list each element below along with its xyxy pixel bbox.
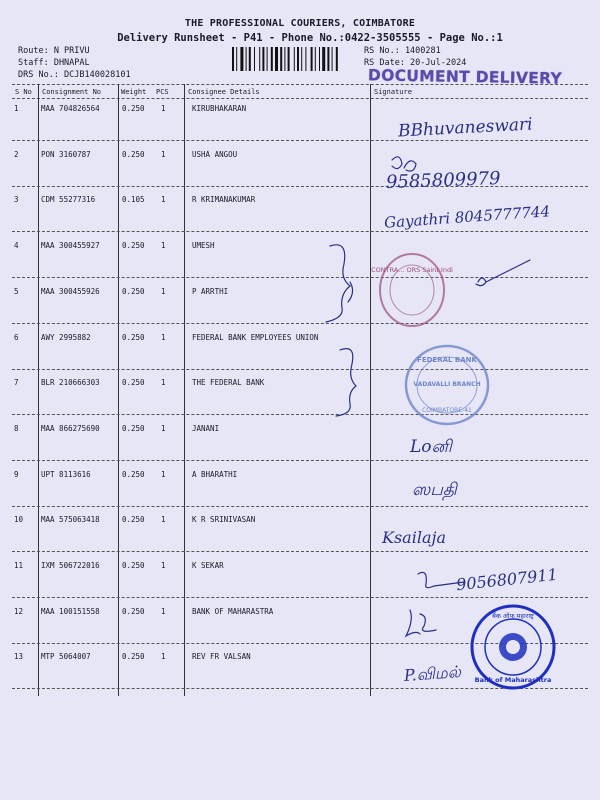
row-consignee: THE FEDERAL BANK bbox=[192, 378, 265, 388]
row-sno: 3 bbox=[14, 195, 19, 205]
row-consignment-no: AWY 2995882 bbox=[41, 332, 91, 342]
signature-row-8: Loனி bbox=[410, 437, 452, 457]
row-weight: 0.105 bbox=[122, 195, 145, 205]
row-consignment-no: IXM 506722016 bbox=[41, 561, 100, 570]
row-sno: 5 bbox=[14, 286, 19, 296]
col-header-sno: S No bbox=[15, 88, 32, 96]
federal-bank-stamp-branch: VADAVALLI BRANCH bbox=[413, 381, 481, 388]
row-pcs: 1 bbox=[161, 332, 166, 342]
row-consignment-no: MAA 100151558 bbox=[41, 606, 100, 616]
row-weight: 0.250 bbox=[122, 423, 145, 433]
signature-bracket bbox=[326, 245, 350, 322]
row-sno: 8 bbox=[14, 423, 19, 433]
staff-label: Staff: DHNAPAL bbox=[18, 58, 90, 68]
signature-scribble bbox=[476, 260, 530, 286]
federal-bank-stamp-top: FEDERAL BANK bbox=[417, 356, 477, 364]
signature-scribble bbox=[418, 572, 464, 587]
row-consignee: BANK OF MAHARASTRA bbox=[192, 606, 274, 616]
row-consignment-no: MAA 866275690 bbox=[41, 423, 100, 433]
route-label: Route: N PRIVU bbox=[18, 46, 90, 56]
signature-row-3: Gayathri 8045777744 bbox=[383, 202, 551, 232]
company-title: THE PROFESSIONAL COURIERS, COIMBATORE bbox=[184, 18, 416, 29]
col-header-weight: Weight bbox=[121, 88, 147, 96]
row-pcs: 1 bbox=[161, 378, 166, 388]
row-sno: 10 bbox=[14, 515, 24, 525]
row-sno: 1 bbox=[14, 104, 19, 113]
rs-date: RS Date: 20-Jul-2024 bbox=[364, 58, 467, 68]
row-pcs: 1 bbox=[161, 561, 166, 570]
row-weight: 0.250 bbox=[122, 378, 145, 388]
row-sno: 4 bbox=[14, 241, 19, 251]
row-consignment-no: PON 3160787 bbox=[41, 149, 91, 159]
row-consignee: FEDERAL BANK EMPLOYEES UNION bbox=[192, 332, 319, 342]
federal-bank-stamp bbox=[404, 344, 490, 426]
row-consignee: P ARRTHI bbox=[192, 286, 229, 296]
row-consignment-no: MAA 300455926 bbox=[41, 286, 100, 296]
row-consignee: K SEKAR bbox=[192, 561, 224, 570]
row-consignee: K R SRINIVASAN bbox=[192, 515, 256, 525]
rs-number: RS No.: 1400281 bbox=[364, 46, 441, 56]
row-weight: 0.250 bbox=[122, 606, 145, 616]
row-pcs: 1 bbox=[161, 423, 166, 433]
row-weight: 0.250 bbox=[122, 241, 145, 251]
row-weight: 0.250 bbox=[122, 469, 145, 479]
row-consignee: R KRIMANAKUMAR bbox=[192, 195, 256, 205]
document-delivery-stamp: DOCUMENT DELIVERY bbox=[367, 66, 563, 88]
row-weight: 0.250 bbox=[122, 286, 145, 296]
row-pcs: 1 bbox=[161, 241, 166, 251]
row-consignment-no: BLR 210666303 bbox=[41, 378, 100, 388]
row-consignee: USHA ANGOU bbox=[192, 149, 238, 159]
col-header-signature: Signature bbox=[374, 88, 412, 96]
row-pcs: 1 bbox=[161, 652, 166, 662]
row-consignment-no: UPT 8113616 bbox=[41, 469, 91, 479]
signature-row-2: 9585809979 bbox=[385, 168, 501, 193]
row-consignment-no: MTP 5064007 bbox=[41, 652, 91, 662]
row-sno: 12 bbox=[14, 606, 24, 616]
row-weight: 0.250 bbox=[122, 332, 145, 342]
row-weight: 0.250 bbox=[122, 561, 145, 570]
row-sno: 7 bbox=[14, 378, 19, 388]
row-consignee: REV FR VALSAN bbox=[192, 652, 251, 662]
row-consignment-no: MAA 300455927 bbox=[41, 241, 100, 251]
row-sno: 9 bbox=[14, 469, 19, 479]
signature-row-13: P.விமல் bbox=[403, 662, 462, 685]
row-pcs: 1 bbox=[161, 606, 166, 616]
row-sno: 6 bbox=[14, 332, 19, 342]
signature-bracket bbox=[336, 349, 356, 416]
signature-row-9: ஸபதி bbox=[412, 480, 457, 500]
row-pcs: 1 bbox=[161, 469, 166, 479]
courier-round-stamp bbox=[371, 250, 453, 330]
row-consignee: JANANI bbox=[192, 423, 220, 433]
row-weight: 0.250 bbox=[122, 652, 145, 662]
row-weight: 0.250 bbox=[122, 515, 145, 525]
row-weight: 0.250 bbox=[122, 149, 145, 159]
row-pcs: 1 bbox=[161, 149, 166, 159]
col-header-pcs: PCS bbox=[156, 88, 169, 96]
row-consignment-no: MAA 704826564 bbox=[41, 104, 100, 113]
col-header-consignee: Consignee Details bbox=[188, 88, 260, 96]
row-sno: 11 bbox=[14, 561, 24, 570]
row-consignee: A BHARATHI bbox=[192, 469, 238, 479]
signature-scribble bbox=[392, 157, 416, 171]
row-consignment-no: MAA 575063418 bbox=[41, 515, 100, 525]
bom-stamp-hindi: बैंक ऑफ महाराष्ट्र bbox=[492, 612, 534, 620]
row-pcs: 1 bbox=[161, 195, 166, 205]
runsheet-title: Delivery Runsheet - P41 - Phone No.:0422-3505555 - Page No.:1 bbox=[117, 32, 503, 44]
row-consignee: UMESH bbox=[192, 241, 215, 251]
signature-row-11: 9056807911 bbox=[455, 564, 559, 595]
drs-number: DRS No.: DCJB140028101 bbox=[18, 70, 131, 80]
row-sno: 2 bbox=[14, 149, 19, 159]
row-pcs: 1 bbox=[161, 515, 166, 525]
signature-row-10: Ksailaja bbox=[382, 528, 446, 547]
row-sno: 13 bbox=[14, 652, 24, 662]
row-weight: 0.250 bbox=[122, 104, 145, 113]
signature-row-1: BBhuvaneswari bbox=[397, 114, 534, 142]
row-pcs: 1 bbox=[161, 286, 166, 296]
round-stamp-text: CONTRA... ORS Saint Indi bbox=[371, 266, 453, 274]
row-pcs: 1 bbox=[161, 104, 166, 113]
row-consignment-no: CDM 55277316 bbox=[41, 195, 96, 205]
row-consignee: KIRUBHAKARAN bbox=[192, 104, 247, 113]
col-header-consignment: Consignment No bbox=[42, 88, 102, 96]
bom-stamp-english: Bank of Maharashtra bbox=[474, 676, 552, 684]
federal-bank-stamp-bottom: COIMBATORE-41 bbox=[422, 407, 472, 414]
bank-of-maharashtra-stamp bbox=[470, 604, 556, 690]
signature-scribble bbox=[406, 610, 436, 636]
